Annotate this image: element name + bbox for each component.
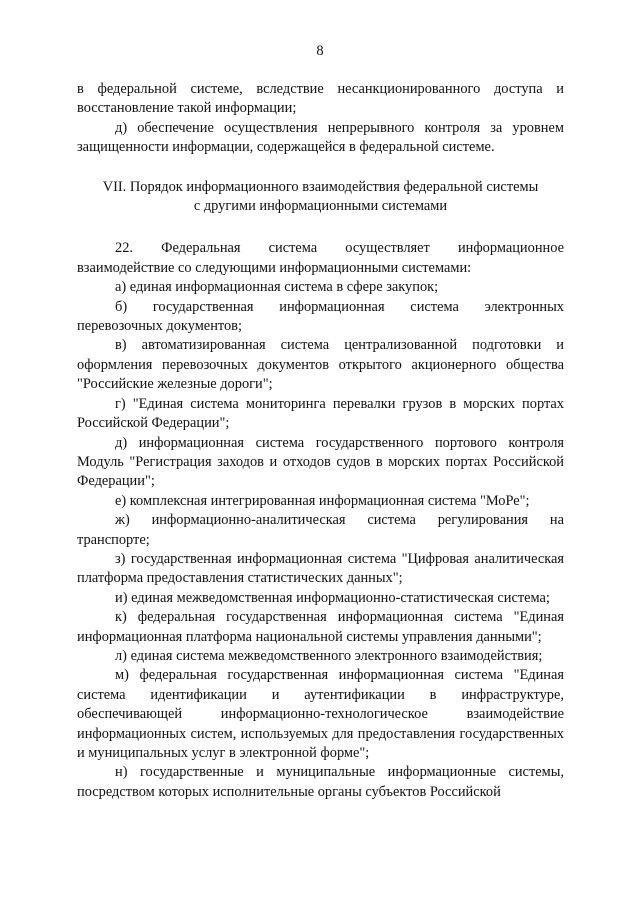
list-item-m: м) федеральная государственная информационная система "Единая система идентификации и аутентификации в инфраструктуре, обеспечивающей информационно-технологическое взаимодействие информационных систем, используемых для предоставления государственных и муниципальных услуг в электронной форме"; <box>77 667 564 761</box>
list-item-i: и) единая межведомственная информационно-статистическая система; <box>115 589 550 606</box>
list-item-z: з) государственная информационная система "Цифровая аналитическая платформа предоставления статистических данных"; <box>77 550 564 587</box>
list-item-d: д) информационная система государственного портового контроля Модуль "Регистрация заходов и отходов судов в морских портах Российской Федерации"; <box>77 434 564 490</box>
section-heading-line-2: с другими информационными системами <box>193 198 448 215</box>
list-item-zh: ж) информационно-аналитическая система регулирования на транспорте; <box>77 512 564 548</box>
page-content <box>77 80 564 802</box>
section-heading-line-1: VII. Порядок информационного взаимодействия федеральной системы <box>102 178 539 195</box>
paragraph-item-d: д) обеспечение осуществления непрерывного контроля за уровнем защищенности информации, содержащейся в федеральной системе. <box>77 119 564 156</box>
list-item-v: в) автоматизированная система централизованной подготовки и оформления перевозочных документов открытого акционерного общества "Российские железные дороги"; <box>77 337 564 393</box>
list-item-n: н) государственные и муниципальные информационные системы, посредством которых исполнительные органы субъектов Российской <box>77 764 564 800</box>
paragraph-22: 22. Федеральная система осуществляет информационное взаимодействие со следующими информационными системами: <box>77 240 564 276</box>
list-item-e: е) комплексная интегрированная информационная система "МоРе"; <box>115 492 530 509</box>
list-item-g: г) "Единая система мониторинга перевалки грузов в морских портах Российской Федерации"; <box>77 395 564 432</box>
list-item-k: к) федеральная государственная информационная система "Единая информационная платформа национальной системы управления данными"; <box>77 609 564 645</box>
section-heading <box>77 178 564 217</box>
paragraph-continued: в федеральной системе, вследствие несанкционированного доступа и восстановление такой информации; <box>77 81 564 117</box>
list-item-a: а) единая информационная система в сфере закупок; <box>115 279 439 296</box>
list-item-b: б) государственная информационная система электронных перевозочных документов; <box>77 298 564 335</box>
list-item-l: л) единая система межведомственного электронного взаимодействия; <box>115 647 543 664</box>
page-number: 8 <box>316 43 324 59</box>
